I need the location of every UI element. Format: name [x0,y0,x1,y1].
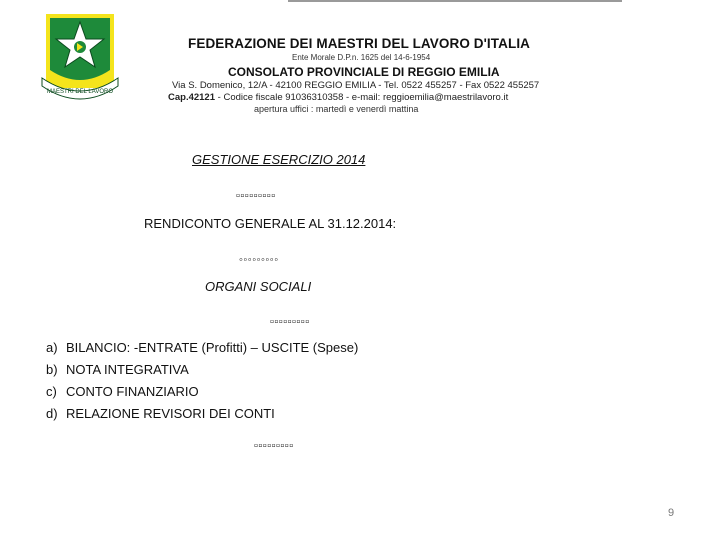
separator-dots: ▫▫▫▫▫▫▫▫▫ [270,316,310,328]
list-item [46,406,358,428]
ente-morale-line: Ente Morale D.P.n. 1625 del 14-6-1954 [292,53,431,62]
list-item-text: RELAZIONE REVISORI DEI CONTI [66,406,275,421]
fiscal-email: - Codice fiscale 91036310358 - e-mail: reggioemilia@maestrilavoro.it [215,92,509,103]
organi-sociali-heading: ORGANI SOCIALI [205,279,312,294]
gestione-heading: GESTIONE ESERCIZIO 2014 [192,152,366,167]
cap-fiscal-line [168,92,508,103]
top-border-line [288,0,622,2]
list-marker: a) [46,340,58,355]
rendiconto-heading: RENDICONTO GENERALE AL 31.12.2014: [144,216,397,231]
list-item-text: BILANCIO: -ENTRATE (Profitti) – USCITE (Spese) [66,340,359,355]
list-marker: b) [46,362,58,377]
separator-dots: ▫▫▫▫▫▫▫▫▫ [236,190,276,202]
list-item-text: CONTO FINANZIARIO [66,384,199,399]
document-list [46,340,358,428]
federation-title: FEDERAZIONE DEI MAESTRI DEL LAVORO D'ITALIA [188,36,531,51]
office-hours-line: apertura uffici : martedì e venerdì mattina [254,104,419,114]
consolato-title: CONSOLATO PROVINCIALE DI REGGIO EMILIA [228,65,500,79]
logo-ribbon-text: MAESTRI DEL LAVORO [46,89,114,95]
list-marker: d) [46,406,58,421]
list-item [46,340,358,362]
list-marker: c) [46,384,57,399]
separator-circles: ◦◦◦◦◦◦◦◦◦ [239,254,279,266]
cap-label: Cap.42121 [168,92,216,103]
separator-dots: ▫▫▫▫▫▫▫▫▫ [254,440,294,452]
list-item [46,362,358,384]
page-number: 9 [668,507,675,519]
list-item-text: NOTA INTEGRATIVA [66,362,189,377]
address-line: Via S. Domenico, 12/A - 42100 REGGIO EMILIA - Tel. 0522 455257 - Fax 0522 455257 [172,80,540,91]
star-emblem-icon [38,12,122,102]
list-item [46,384,358,406]
